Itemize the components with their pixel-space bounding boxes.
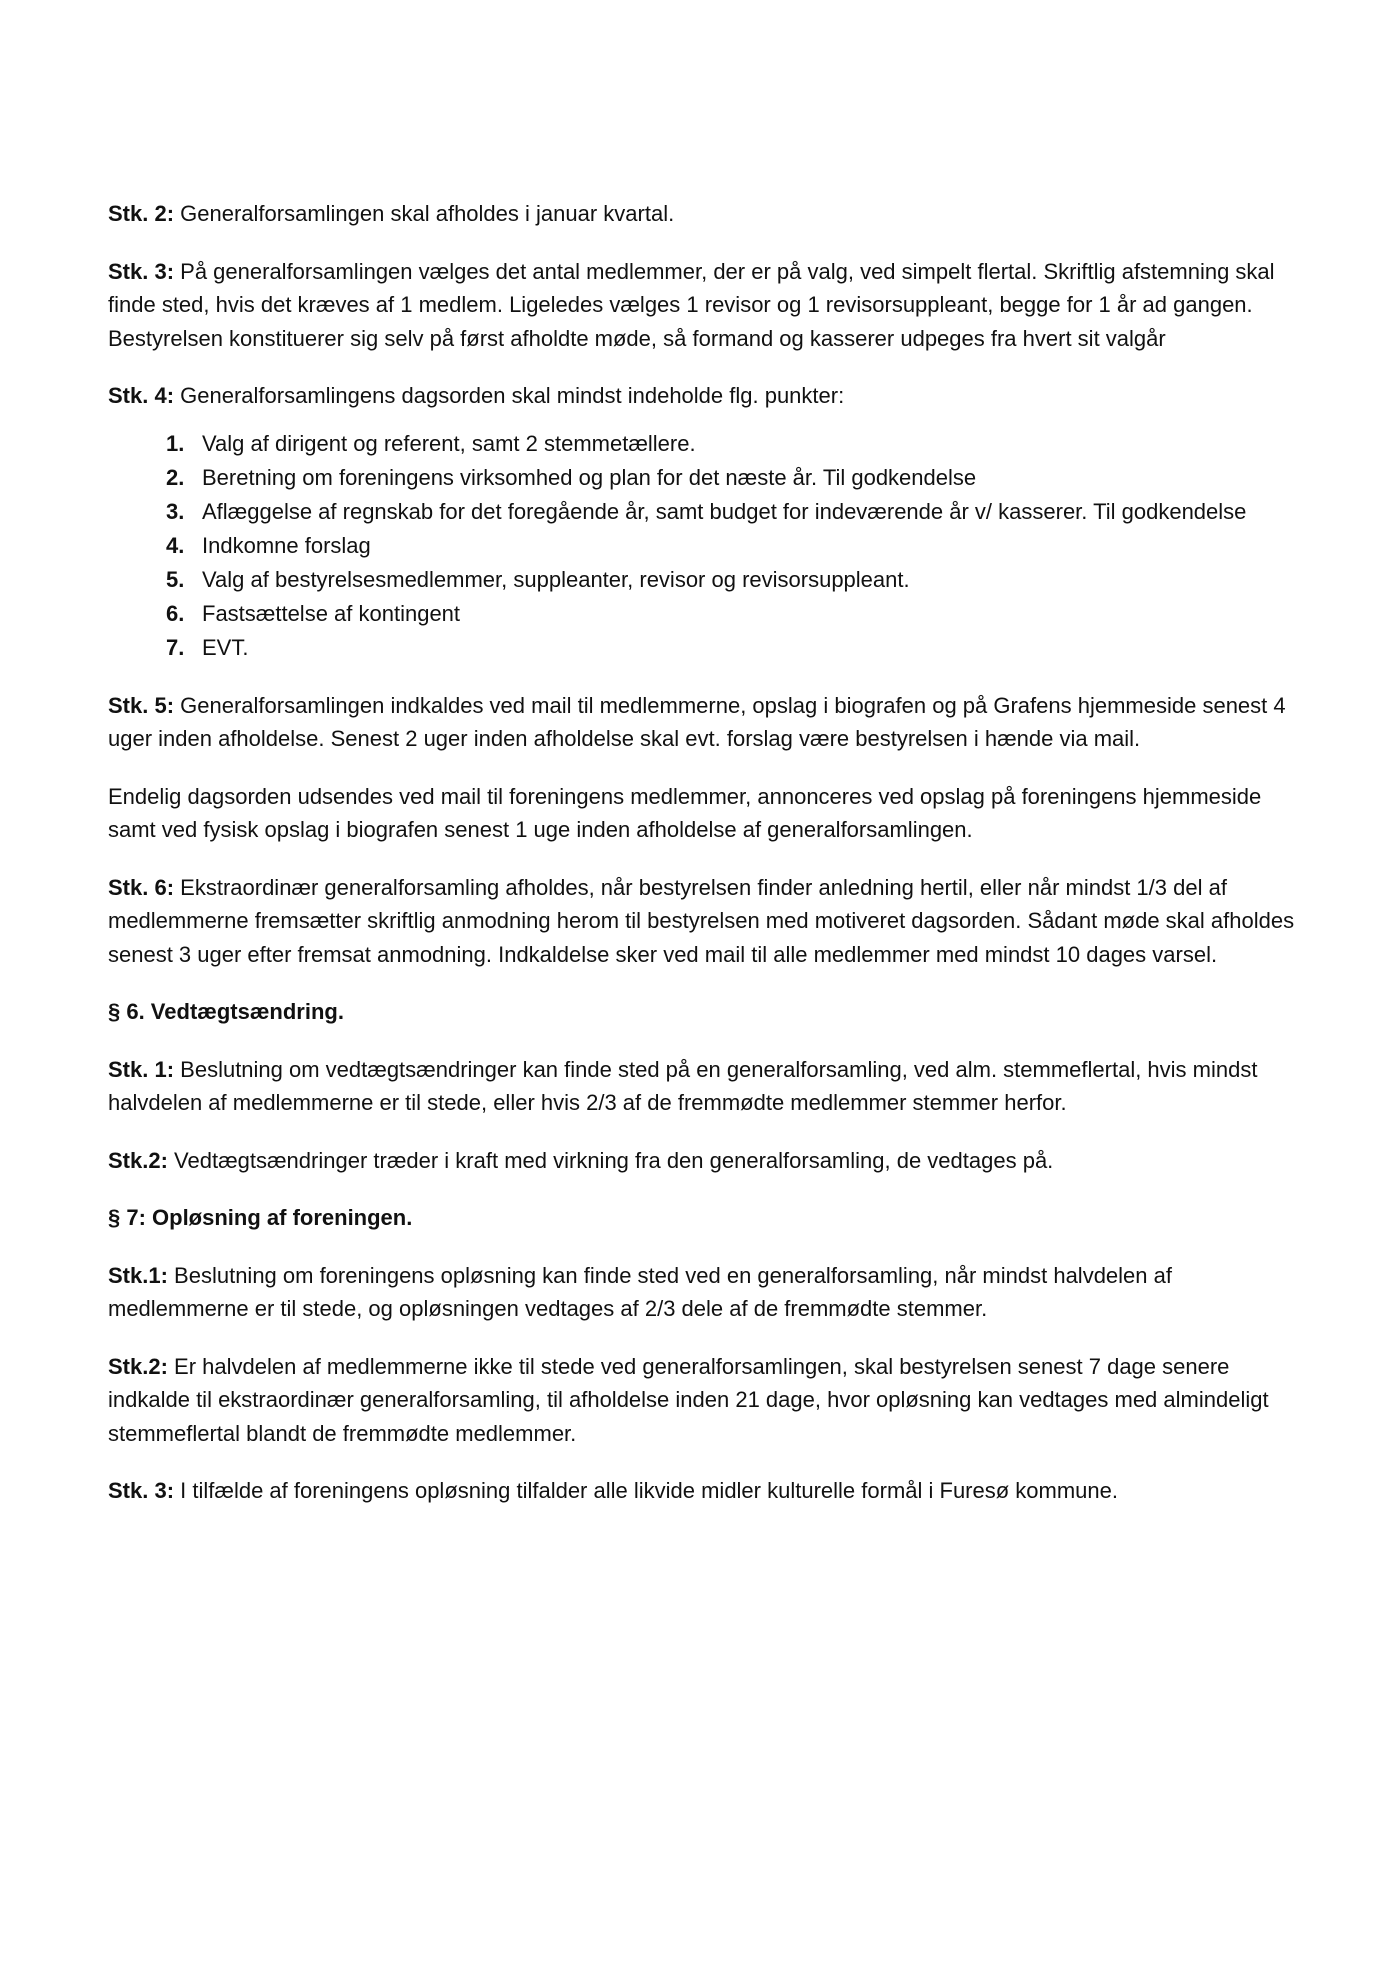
clause-text: Beslutning om foreningens opløsning kan finde sted ved en generalforsamling, når mindst halvdelen af medlemmerne er til stede, og opløsningen vedtages af 2/3 dele af de fremmødte stemmer.: [108, 1262, 1172, 1321]
para-stk6-ekstraordinaer: [108, 871, 1298, 972]
list-item-text: Aflæggelse af regnskab for det foregående år, samt budget for indeværende år v/ kasserer. Til godkendelse: [202, 498, 1247, 524]
list-item-number: 7.: [166, 634, 185, 660]
list-item: [108, 597, 1298, 631]
list-item: [108, 529, 1298, 563]
list-item-text: Valg af dirigent og referent, samt 2 stemmetællere.: [202, 430, 696, 456]
clause-label: Stk. 3:: [108, 258, 175, 284]
clause-label: Stk.2:: [108, 1147, 168, 1173]
list-item-number: 1.: [166, 430, 185, 456]
clause-label: Stk. 3:: [108, 1478, 175, 1503]
clause-text: På generalforsamlingen vælges det antal medlemmer, der er på valg, ved simpelt flertal. Skriftlig afstemning skal finde sted, hvis det kræves af 1 medlem. Ligeledes vælges 1 revisor og 1 revisorsuppleant, begge for 1 år ad gangen. Bestyrelsen konstituerer sig selv på først afholdte møde, så formand og kasserer udpeges fra hvert sit valgår: [108, 258, 1275, 351]
list-item-text: Fastsættelse af kontingent: [202, 600, 461, 626]
para-s6-stk1: [108, 1053, 1298, 1120]
clause-label: Stk. 1:: [108, 1056, 175, 1082]
list-item-number: 2.: [166, 464, 185, 490]
clause-label: Stk.1:: [108, 1262, 168, 1288]
list-item-text: EVT.: [202, 634, 249, 660]
clause-text: Er halvdelen af medlemmerne ikke til stede ved generalforsamlingen, skal bestyrelsen senest 7 dage senere indkalde til ekstraordinær generalforsamling, til afholdelse inden 21 dage, hvor opløsning kan vedtages med almindeligt stemmeflertal blandt de fremmødte medlemmer.: [108, 1353, 1269, 1446]
list-item-number: 6.: [166, 600, 185, 626]
clause-label: Stk. 4:: [108, 383, 175, 408]
list-item-text: Indkomne forslag: [202, 532, 371, 558]
para-s6-stk2: [108, 1144, 1298, 1178]
list-item: [108, 427, 1298, 461]
list-item-number: 5.: [166, 566, 185, 592]
clause-text: Generalforsamlingen indkaldes ved mail til medlemmerne, opslag i biografen og på Grafens hjemmeside senest 4 uger inden afholdelse. Senest 2 uger inden afholdelse skal evt. forslag være bestyrelsen i hænde via mail.: [108, 692, 1286, 751]
para-endelig-dagsorden: [108, 780, 1298, 847]
list-item: [108, 631, 1298, 665]
list-item-number: 4.: [166, 532, 185, 558]
para-stk3-valg: [108, 255, 1298, 356]
list-item: [108, 461, 1298, 495]
list-item-text: Valg af bestyrelsesmedlemmer, suppleanter, revisor og revisorsuppleant.: [202, 566, 910, 592]
clause-text: Endelig dagsorden udsendes ved mail til foreningens medlemmer, annonceres ved opslag på foreningens hjemmeside samt ved fysisk opslag i biografen senest 1 uge inden afholdelse af generalforsamlingen.: [108, 783, 1262, 842]
para-s7-stk3: [108, 1474, 1298, 1508]
list-item: [108, 495, 1298, 529]
clause-label: Stk. 5:: [108, 692, 175, 718]
para-s7-stk1: [108, 1259, 1298, 1326]
para-stk2-generalforsamling: [108, 197, 1298, 231]
clause-text: Vedtægtsændringer træder i kraft med virkning fra den generalforsamling, de vedtages på.: [174, 1147, 1054, 1173]
clause-text: Ekstraordinær generalforsamling afholdes, når bestyrelsen finder anledning hertil, eller når mindst 1/3 del af medlemmerne fremsætter skriftlig anmodning herom til bestyrelsen med motiveret dagsorden. Sådant møde skal afholdes senest 3 uger efter fremsat anmodning. Indkaldelse sker ved mail til alle medlemmer med mindst 10 dages varsel.: [108, 874, 1295, 967]
heading-section-6-vedtaegtsaendring: § 6. Vedtægtsændring.: [108, 999, 344, 1024]
para-s7-stk2: [108, 1350, 1298, 1451]
clause-text: Generalforsamlingens dagsorden skal mindst indeholde flg. punkter:: [180, 383, 845, 408]
list-item-number: 3.: [166, 498, 185, 524]
clause-text: Beslutning om vedtægtsændringer kan finde sted på en generalforsamling, ved alm. stemmeflertal, hvis mindst halvdelen af medlemmerne er til stede, eller hvis 2/3 af de fremmødte medlemmer stemmer herfor.: [108, 1056, 1258, 1115]
agenda-list: [108, 427, 1298, 665]
list-item-text: Beretning om foreningens virksomhed og plan for det næste år. Til godkendelse: [202, 464, 977, 490]
heading-section-7-oploesning: § 7: Opløsning af foreningen.: [108, 1205, 413, 1230]
clause-label: Stk.2:: [108, 1353, 168, 1379]
clause-label: Stk. 6:: [108, 874, 175, 900]
clause-label: Stk. 2:: [108, 201, 175, 226]
list-item: [108, 563, 1298, 597]
para-stk5-indkaldelse: [108, 689, 1298, 756]
clause-text: Generalforsamlingen skal afholdes i januar kvartal.: [180, 201, 675, 226]
clause-text: I tilfælde af foreningens opløsning tilfalder alle likvide midler kulturelle formål i Furesø kommune.: [180, 1478, 1118, 1503]
para-stk4-dagsorden: [108, 379, 1298, 413]
